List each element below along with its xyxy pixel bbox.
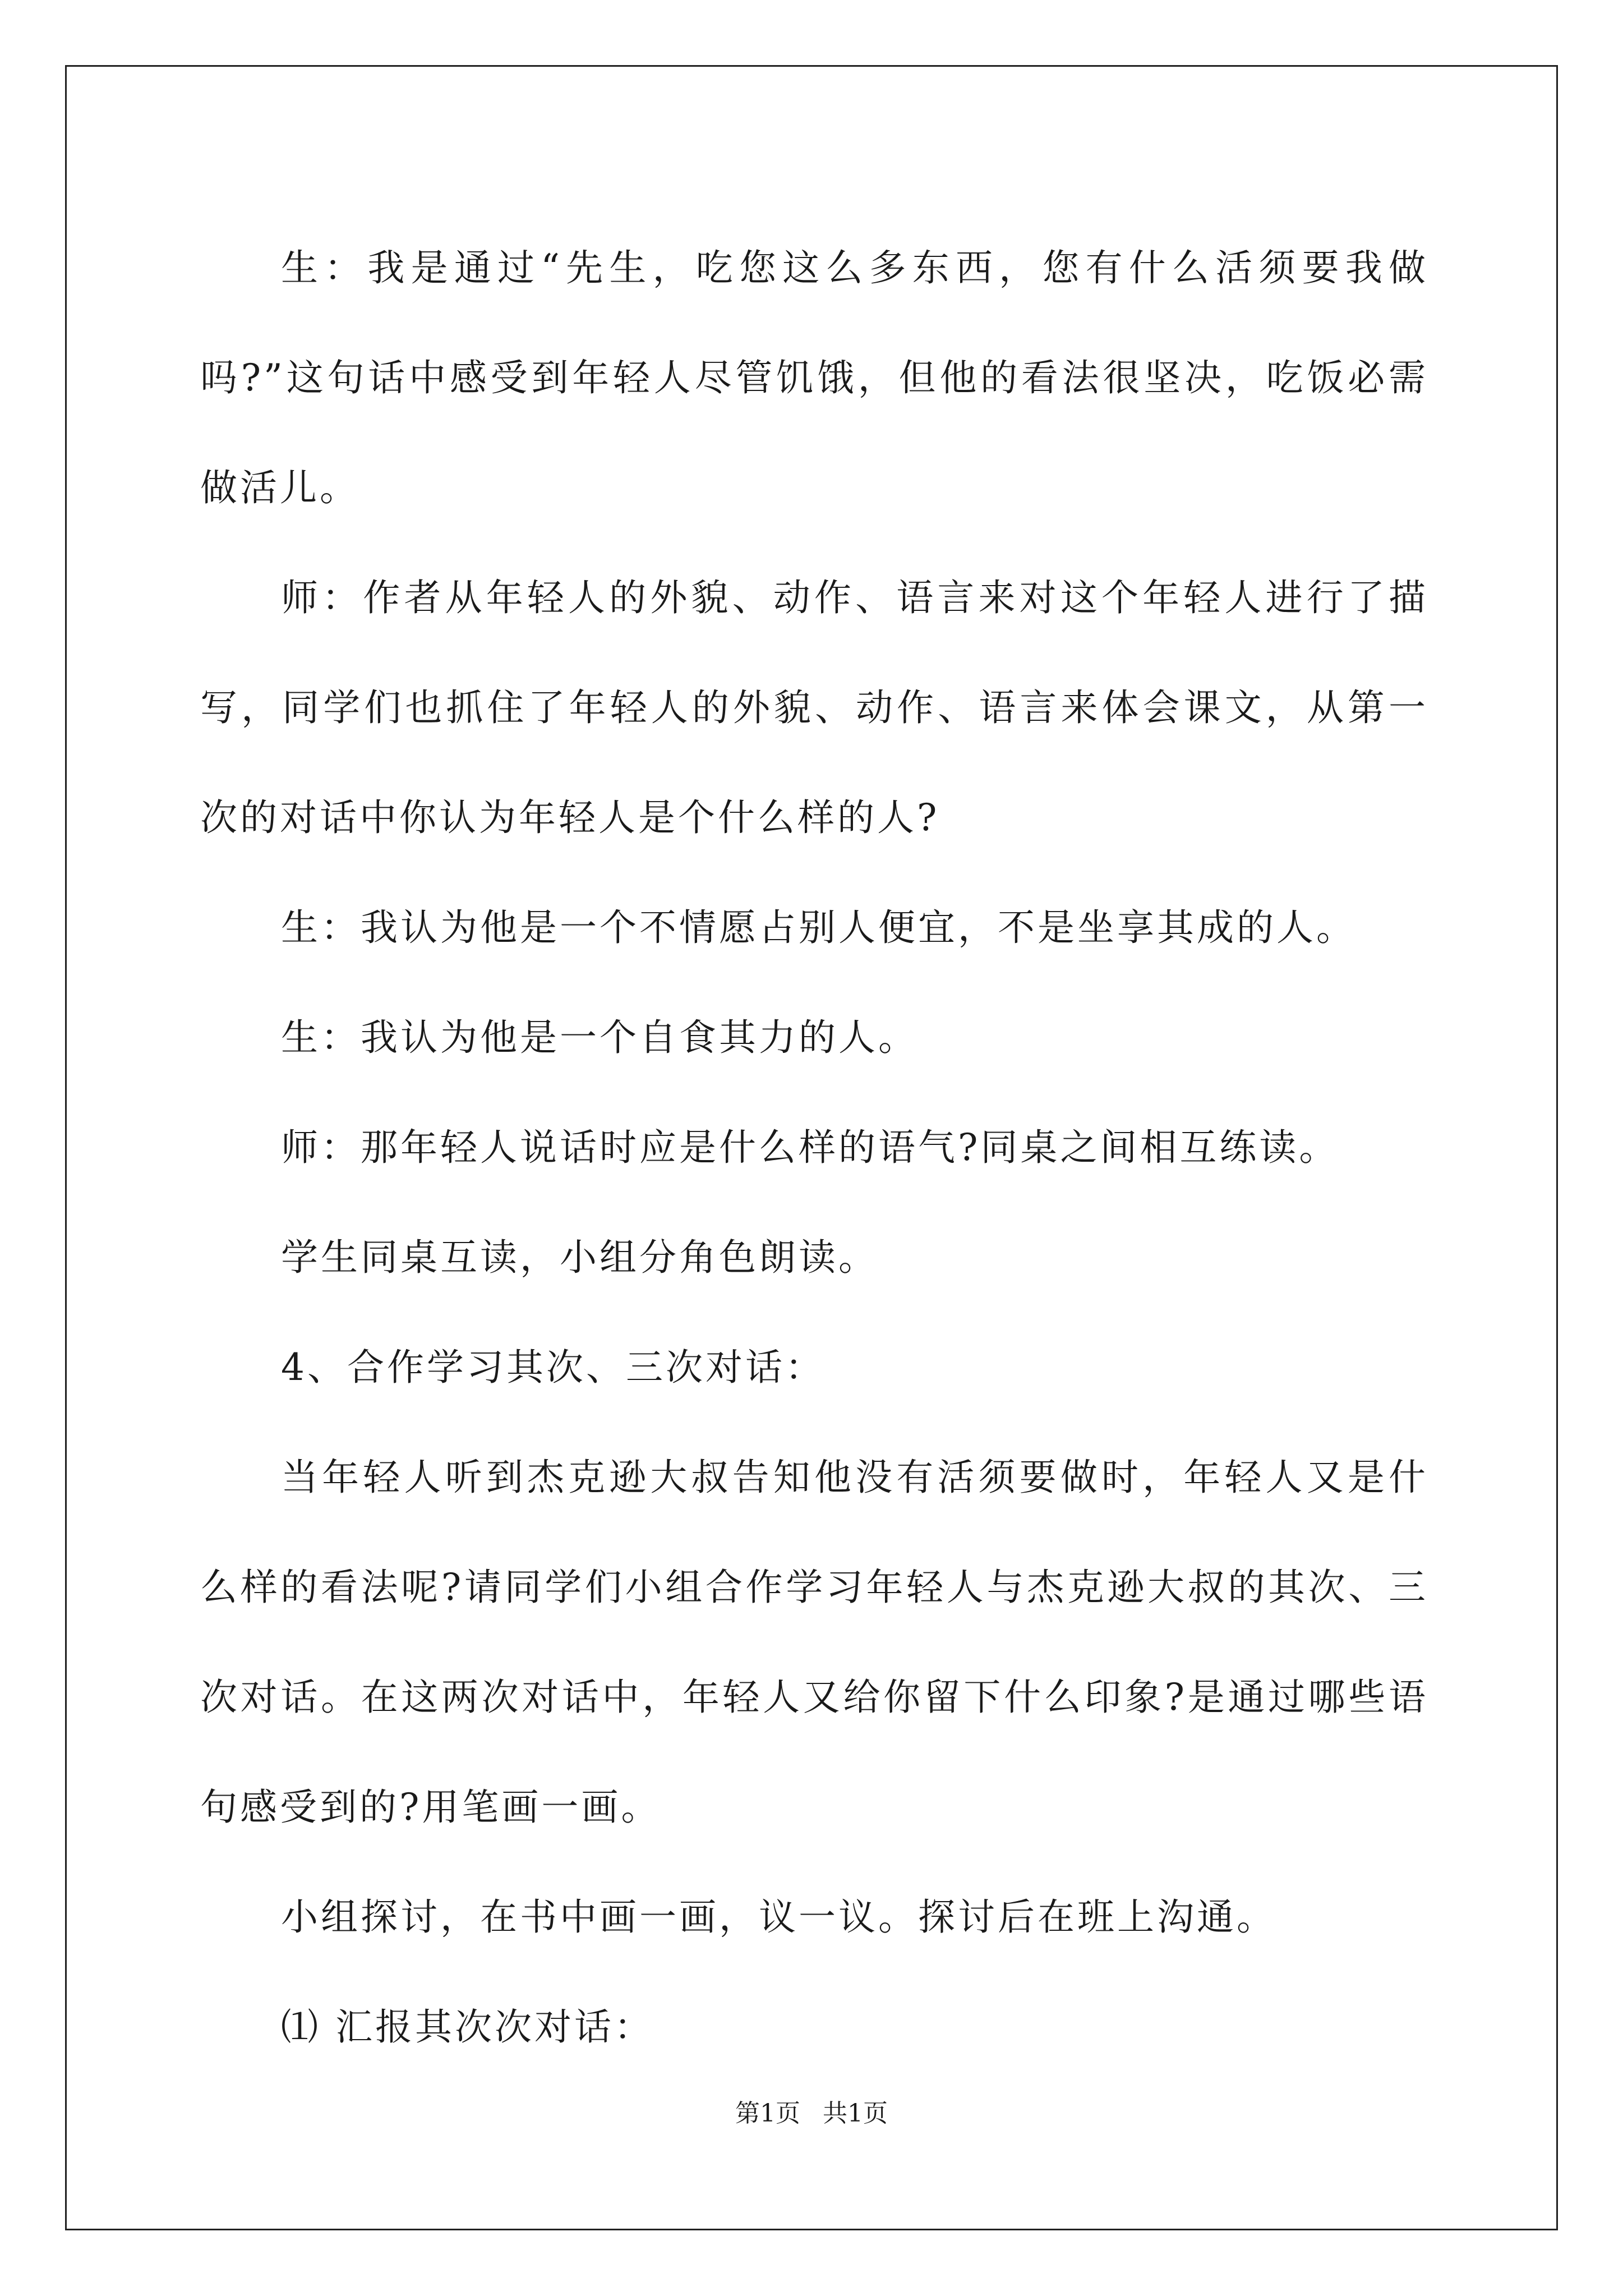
paragraph: 当年轻人听到杰克逊大叔告知他没有活须要做时，年轻人又是什么样的看法呢?请同学们小组合作学习年轻人与杰克逊大叔的其次、三次对话。在这两次对话中，年轻人又给你留下什么印象?是通过哪些语句感受到的?用笔画一画。	[200, 1456, 1428, 1829]
paragraph: 4、合作学习其次、三次对话：	[281, 1346, 825, 1389]
paragraph: 小组探讨，在书中画一画，议一议。探讨后在班上沟通。	[281, 1895, 1276, 1939]
paragraph: 师：作者从年轻人的外貌、动作、语言来对这个年轻人进行了描写，同学们也抓住了年轻人的外貌、动作、语言来体会课文，从第一次的对话中你认为年轻人是个什么样的人?	[200, 576, 1428, 839]
paragraph: 生：我是通过“先生，吃您这么多东西，您有什么活须要我做吗?”这句话中感受到年轻人尽管饥饿，但他的看法很坚决，吃饭必需做活儿。	[200, 246, 1428, 509]
paragraph: 生：我认为他是一个自食其力的人。	[281, 1016, 918, 1059]
document-body	[200, 213, 1428, 2082]
paragraph: 生：我认为他是一个不情愿占别人便宜，不是坐享其成的人。	[281, 906, 1356, 949]
page-number-total: 共1页	[823, 2099, 888, 2128]
paragraph: ⑴ 汇报其次次对话：	[281, 2005, 654, 2049]
page-number-current: 第1页	[735, 2099, 800, 2128]
paragraph: 师：那年轻人说话时应是什么样的语气?同桌之间相互练读。	[281, 1126, 1339, 1169]
page-footer	[0, 2097, 1623, 2131]
paragraph: 学生同桌互读，小组分角色朗读。	[281, 1236, 878, 1279]
